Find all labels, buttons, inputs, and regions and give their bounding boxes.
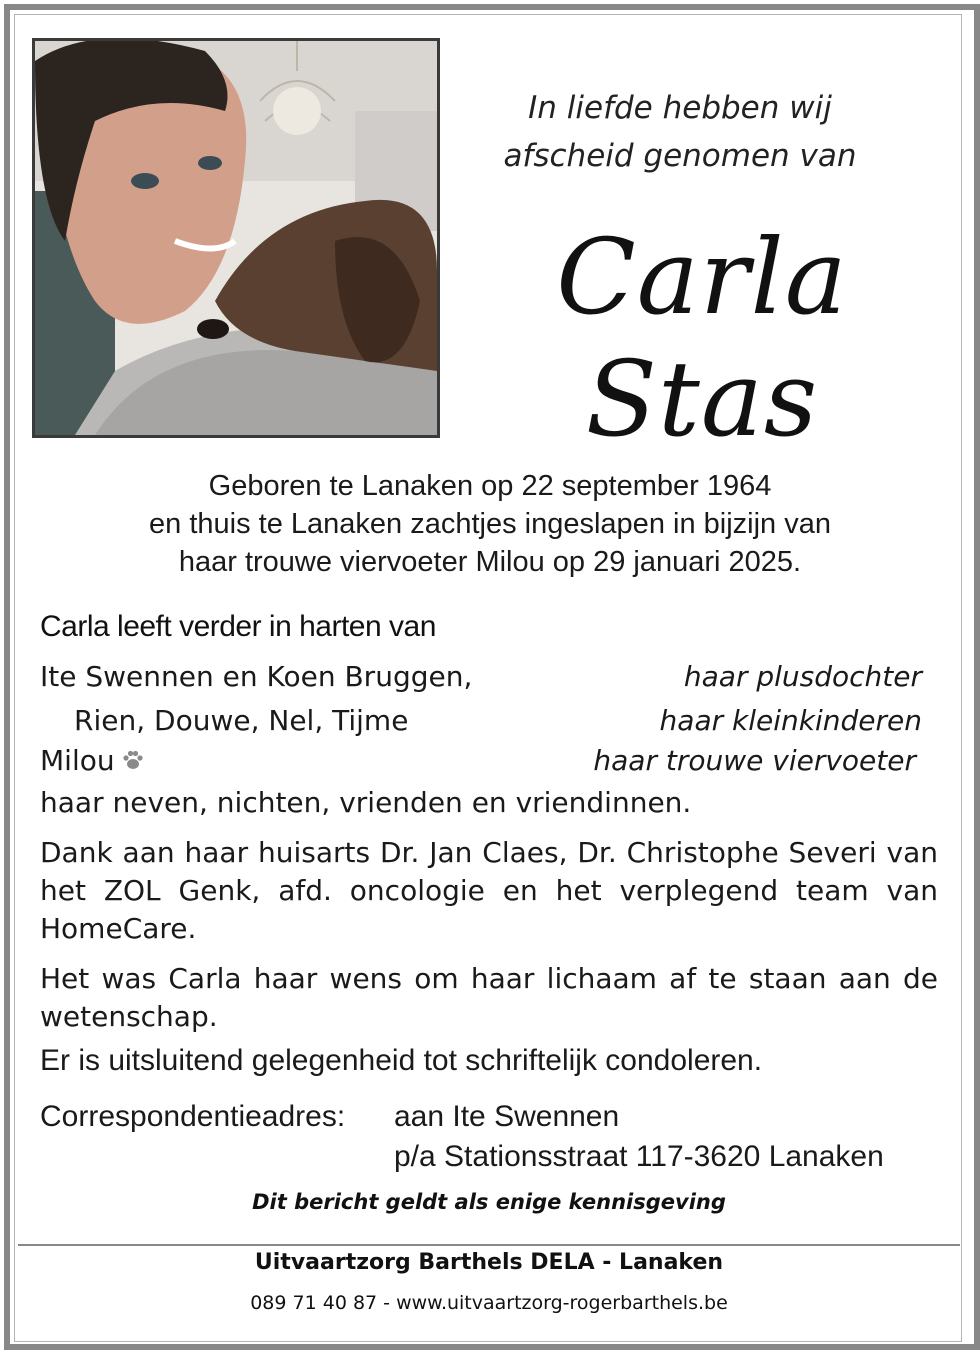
paw-icon: [121, 746, 145, 779]
funeral-home-name: Uitvaartzorg Barthels DELA - Lanaken: [254, 1250, 724, 1275]
survivor-relation-3: haar trouwe viervoeter: [593, 744, 916, 777]
birth-line-3: haar trouwe viervoeter Milou op 29 januari 2025.: [178, 546, 802, 578]
portrait-illustration: [35, 41, 437, 435]
portrait-photo: [32, 38, 440, 438]
survivors-title: Carla leeft verder in harten van: [40, 610, 436, 643]
notice-text: Dit bericht geldt als enige kennisgeving: [252, 1190, 726, 1214]
survivor-names-1: Ite Swennen en Koen Bruggen,: [40, 660, 473, 693]
birth-line-2: en thuis te Lanaken zachtjes ingeslapen in bijzijn van: [149, 508, 831, 540]
correspondence-line-1: aan Ite Swennen: [394, 1100, 620, 1133]
survivor-row-3: [40, 744, 145, 779]
birth-line-1: Geboren te Lanaken op 22 september 1964: [208, 470, 772, 502]
funeral-home-contact: 089 71 40 87 - www.uitvaartzorg-rogerbarthels.be: [250, 1292, 728, 1314]
correspondence-label: Correspondentieadres:: [40, 1100, 346, 1133]
survivor-names-3: Milou: [40, 744, 115, 777]
correspondence-line-2: p/a Stationsstraat 117-3620 Lanaken: [394, 1140, 884, 1173]
intro-line-2: afscheid genomen van: [503, 138, 857, 174]
survivor-names-2: Rien, Douwe, Nel, Tijme: [74, 704, 409, 737]
survivor-relation-1: haar plusdochter: [683, 660, 922, 693]
condolence-text: Er is uitsluitend gelegenheid tot schriftelijk condoleren.: [40, 1044, 763, 1077]
survivor-relation-2: haar kleinkinderen: [659, 704, 922, 737]
footer-divider: [18, 1244, 960, 1246]
deceased-name: Carla Stas: [556, 216, 848, 460]
intro-line-1: In liefde hebben wij: [528, 90, 832, 126]
wish-paragraph: Het was Carla haar wens om haar lichaam af te staan aan de wetenschap.: [40, 962, 938, 1033]
survivors-others: haar neven, nichten, vrienden en vriendinnen.: [40, 786, 692, 819]
thanks-paragraph: Dank aan haar huisarts Dr. Jan Claes, Dr. Christophe Severi van het ZOL Genk, afd. oncologie en het verplegend team van HomeCare.: [40, 836, 938, 945]
